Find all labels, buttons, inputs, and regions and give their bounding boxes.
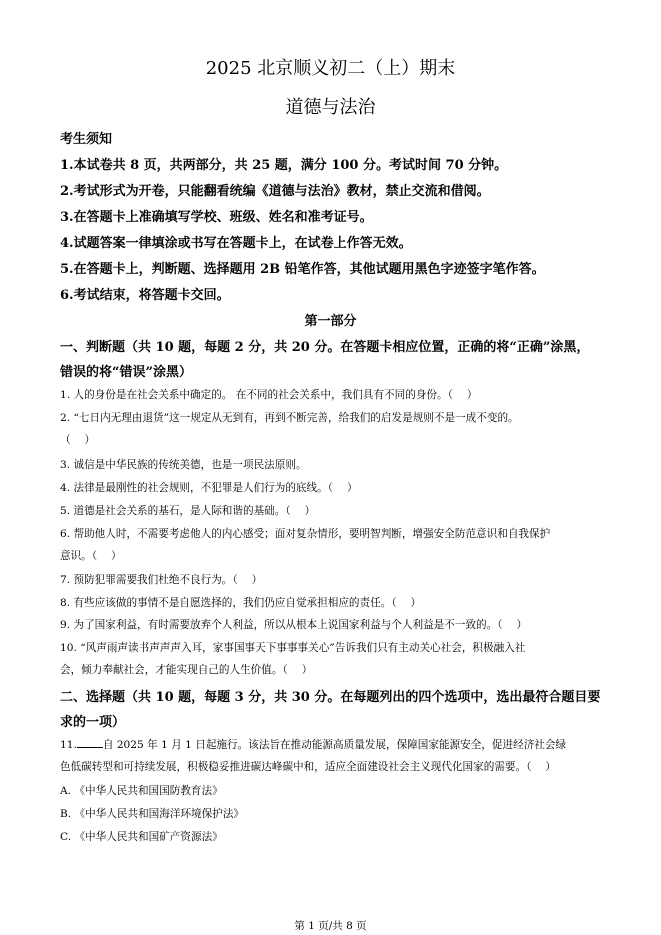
notice-item: 3.在答题卡上准确填写学校、班级、姓名和准考证号。 bbox=[60, 210, 373, 225]
question-10-cont: 会，倾力奉献社会，才能实现自己的人生价值。（ ） bbox=[60, 664, 313, 676]
question-11-text: 自 2025 年 1 月 1 日起施行。该法旨在推动能源高质量发展，保障国家能源安全，促进经济社会绿 bbox=[102, 739, 567, 751]
choice-heading: 二、选择题（共 10 题，每题 3 分，共 30 分。在每题列出的四个选项中，选出最符合题目要 bbox=[60, 690, 601, 705]
question-11-number: 11. bbox=[60, 739, 77, 751]
question-3: 3. 诚信是中华民族的传统美德，也是一项民法原则。 bbox=[60, 459, 307, 471]
question-9: 9. 为了国家利益，有时需要放弃个人利益，所以从根本上说国家利益与个人利益是不一致的。（ ） bbox=[60, 619, 528, 631]
judge-heading: 一、判断题（共 10 题，每题 2 分，共 20 分。在答题卡相应位置，正确的将“正确”涂黑， bbox=[60, 340, 590, 355]
answer-blank bbox=[77, 736, 103, 748]
question-5: 5. 道德是社会关系的基石，是人际和谐的基础。（ ） bbox=[60, 505, 316, 517]
question-6: 6. 帮助他人时，不需要考虑他人的内心感受；面对复杂情形，要明智判断，增强安全防范意识和自我保护 bbox=[60, 528, 551, 540]
question-2-cont: （ ） bbox=[60, 434, 96, 446]
page-number: 第 1 页/共 8 页 bbox=[294, 920, 367, 932]
question-6-cont: 意识。（ ） bbox=[60, 550, 122, 562]
option-b: B. 《中华人民共和国海洋环境保护法》 bbox=[60, 808, 245, 820]
notice-item: 6.考试结束，将答题卡交回。 bbox=[60, 288, 230, 303]
question-10: 10. “风声雨声读书声声声入耳，家事国事天下事事事关心”告诉我们只有主动关心社会，积极融入社 bbox=[60, 642, 526, 654]
question-2: 2. “七日内无理由退货”这一规定从无到有，再到不断完善，给我们的启发是规则不是一成不变的。 bbox=[60, 412, 519, 424]
judge-heading-cont: 错误的将“错误”涂黑） bbox=[60, 365, 192, 380]
notice-item: 2.考试形式为开卷，只能翻看统编《道德与法治》教材，禁止交流和借阅。 bbox=[60, 184, 490, 199]
notice-item: 5.在答题卡上，判断题、选择题用 2B 铅笔作答，其他试题用黑色字迹签字笔作答。 bbox=[60, 262, 545, 277]
question-11-cont: 色低碳转型和可持续发展，积极稳妥推进碳达峰碳中和，适应全面建设社会主义现代化国家的需要。（ ） bbox=[60, 761, 556, 773]
option-a: A. 《中华人民共和国国防教育法》 bbox=[60, 785, 223, 797]
choice-heading-cont: 求的一项） bbox=[60, 715, 126, 730]
question-4: 4. 法律是最刚性的社会规则，不犯罪是人们行为的底线。（ ） bbox=[60, 482, 358, 494]
notice-item: 1.本试卷共 8 页，共两部分，共 25 题，满分 100 分。考试时间 70 分钟。 bbox=[60, 158, 508, 173]
part-title: 第一部分 bbox=[304, 314, 357, 329]
notice-heading: 考生须知 bbox=[60, 132, 113, 147]
exam-title: 2025 北京顺义初二（上）期末 bbox=[205, 58, 456, 79]
option-c: C. 《中华人民共和国矿产资源法》 bbox=[60, 831, 223, 843]
question-11 bbox=[60, 736, 608, 752]
question-7: 7. 预防犯罪需要我们杜绝不良行为。（ ） bbox=[60, 574, 263, 586]
question-1: 1. 人的身份是在社会关系中确定的。 在不同的社会关系中，我们具有不同的身份。（ ） bbox=[60, 389, 478, 401]
subject-title: 道德与法治 bbox=[285, 97, 376, 118]
notice-item: 4.试题答案一律填涂或书写在答题卡上，在试卷上作答无效。 bbox=[60, 236, 412, 251]
question-8: 8. 有些应该做的事情不是自愿选择的，我们仍应自觉承担相应的责任。（ ） bbox=[60, 597, 422, 609]
